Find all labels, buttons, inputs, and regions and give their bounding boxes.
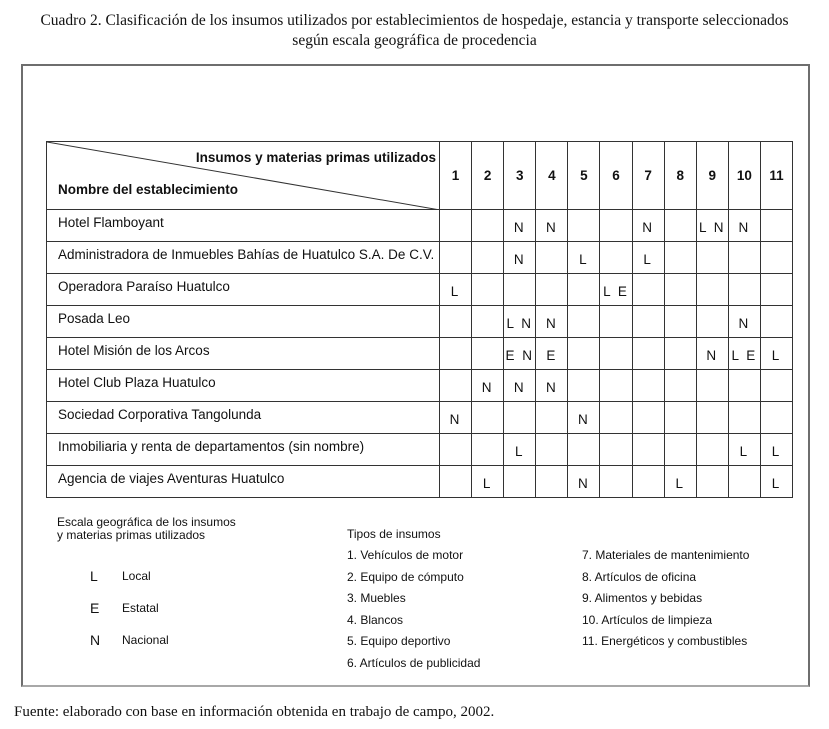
scale-value-cell — [536, 466, 568, 498]
input-types-title: Tipos de insumos — [347, 527, 441, 541]
scale-value-cell: N — [728, 306, 760, 338]
input-type-item: 6. Artículos de publicidad — [347, 656, 481, 670]
scale-value-cell — [472, 210, 504, 242]
scale-value-cell — [664, 370, 696, 402]
scale-value-cell: N — [504, 210, 536, 242]
scale-value-cell — [664, 338, 696, 370]
column-header: 8 — [664, 142, 696, 210]
establishment-name: Hotel Club Plaza Huatulco — [47, 370, 440, 402]
scale-value-cell — [536, 242, 568, 274]
scale-value-cell — [600, 370, 632, 402]
diagonal-header-cell — [47, 142, 440, 210]
scale-value-cell: N — [728, 210, 760, 242]
column-header: 9 — [696, 142, 728, 210]
scale-value-cell: N — [536, 210, 568, 242]
column-header: 11 — [760, 142, 792, 210]
scale-value-cell: N — [504, 242, 536, 274]
table-row — [47, 338, 793, 370]
scale-value-cell — [728, 370, 760, 402]
scale-value-cell — [760, 210, 792, 242]
scale-code: N — [90, 632, 101, 648]
scale-value-cell — [728, 402, 760, 434]
scale-value-cell — [472, 306, 504, 338]
establishment-name: Hotel Flamboyant — [47, 210, 440, 242]
scale-value-cell — [568, 434, 600, 466]
input-type-item: 1. Vehículos de motor — [347, 548, 464, 562]
scale-label: Estatal — [122, 601, 159, 615]
scale-value-cell: E N — [504, 338, 536, 370]
scale-value-cell — [664, 402, 696, 434]
caption-line-1: Cuadro 2. Clasificación de los insumos utilizados por establecimientos de hospedaje, estancia y transporte seleccionados — [40, 12, 789, 29]
scale-value-cell: L — [472, 466, 504, 498]
scale-value-cell — [760, 242, 792, 274]
column-header: 1 — [440, 142, 472, 210]
inputs-classification-table — [46, 141, 793, 498]
scale-value-cell — [600, 466, 632, 498]
scale-value-cell — [632, 402, 664, 434]
scale-value-cell — [504, 274, 536, 306]
input-type-item: 3. Muebles — [347, 591, 406, 605]
scale-value-cell: L — [760, 338, 792, 370]
scale-value-cell: N — [472, 370, 504, 402]
scale-value-cell — [696, 402, 728, 434]
scale-value-cell — [440, 210, 472, 242]
scale-value-cell — [504, 402, 536, 434]
scale-value-cell — [600, 434, 632, 466]
scale-value-cell — [632, 466, 664, 498]
scale-value-cell — [632, 370, 664, 402]
scale-value-cell: N — [696, 338, 728, 370]
scale-value-cell: L E — [600, 274, 632, 306]
scale-value-cell: N — [440, 402, 472, 434]
scale-value-cell: L — [760, 466, 792, 498]
scale-value-cell — [600, 210, 632, 242]
scale-value-cell — [696, 434, 728, 466]
column-header: 2 — [472, 142, 504, 210]
scale-value-cell — [696, 306, 728, 338]
table-row — [47, 210, 793, 242]
scale-value-cell: L — [760, 434, 792, 466]
scale-value-cell — [760, 370, 792, 402]
scale-value-cell — [440, 466, 472, 498]
scale-value-cell: L — [664, 466, 696, 498]
table-row — [47, 274, 793, 306]
scale-value-cell — [600, 306, 632, 338]
scale-value-cell — [664, 274, 696, 306]
scale-value-cell — [664, 306, 696, 338]
scale-value-cell — [728, 242, 760, 274]
scale-value-cell: N — [536, 306, 568, 338]
establishment-name: Sociedad Corporativa Tangolunda — [47, 402, 440, 434]
scale-value-cell — [632, 274, 664, 306]
scale-value-cell — [440, 434, 472, 466]
scale-value-cell: L N — [504, 306, 536, 338]
input-type-item: 9. Alimentos y bebidas — [582, 591, 703, 605]
scale-value-cell: N — [568, 466, 600, 498]
scale-value-cell: N — [504, 370, 536, 402]
scale-value-cell — [696, 466, 728, 498]
input-type-item: 4. Blancos — [347, 613, 404, 627]
table-row — [47, 466, 793, 498]
caption-line-2: según escala geográfica de procedencia — [292, 32, 537, 49]
scale-value-cell: L — [632, 242, 664, 274]
scale-value-cell — [536, 274, 568, 306]
scale-code: E — [90, 600, 100, 616]
header-row — [47, 142, 793, 210]
scale-value-cell: E — [536, 338, 568, 370]
scale-value-cell — [440, 242, 472, 274]
scale-value-cell — [536, 434, 568, 466]
establishment-name: Hotel Misión de los Arcos — [47, 338, 440, 370]
source-note: Fuente: elaborado con base en información obtenida en trabajo de campo, 2002. — [14, 704, 495, 720]
header-establishment-label: Nombre del establecimiento — [58, 182, 239, 197]
scale-value-cell: L — [440, 274, 472, 306]
input-type-item: 8. Artículos de oficina — [582, 570, 697, 584]
scale-value-cell — [632, 434, 664, 466]
scale-legend-title-2: y materias primas utilizados — [57, 528, 206, 542]
column-header: 10 — [728, 142, 760, 210]
column-header: 5 — [568, 142, 600, 210]
header-inputs-label: Insumos y materias primas utilizados — [195, 150, 436, 165]
input-type-item: 2. Equipo de cómputo — [347, 570, 464, 584]
scale-value-cell — [760, 306, 792, 338]
scale-value-cell — [568, 370, 600, 402]
scale-legend-title-1: Escala geográfica de los insumos — [57, 515, 236, 529]
scale-value-cell — [568, 274, 600, 306]
establishment-name: Posada Leo — [47, 306, 440, 338]
scale-value-cell — [472, 242, 504, 274]
input-type-item: 7. Materiales de mantenimiento — [582, 548, 750, 562]
scale-value-cell — [440, 306, 472, 338]
scale-value-cell — [472, 402, 504, 434]
input-type-item: 5. Equipo deportivo — [347, 634, 451, 648]
scale-value-cell — [440, 370, 472, 402]
table-caption — [0, 11, 829, 51]
scale-value-cell: L E — [728, 338, 760, 370]
input-type-item: 10. Artículos de limpieza — [582, 613, 713, 627]
column-header: 6 — [600, 142, 632, 210]
scale-value-cell — [568, 338, 600, 370]
input-type-item: 11. Energéticos y combustibles — [582, 634, 748, 648]
scale-value-cell — [664, 434, 696, 466]
scale-label: Nacional — [122, 633, 169, 647]
column-header: 3 — [504, 142, 536, 210]
scale-value-cell — [600, 338, 632, 370]
scale-value-cell — [664, 210, 696, 242]
scale-value-cell — [568, 306, 600, 338]
scale-value-cell — [472, 274, 504, 306]
scale-value-cell — [696, 274, 728, 306]
scale-value-cell: N — [632, 210, 664, 242]
table-row — [47, 434, 793, 466]
scale-code: L — [90, 568, 98, 584]
scale-value-cell: N — [536, 370, 568, 402]
scale-value-cell — [504, 466, 536, 498]
scale-value-cell — [600, 402, 632, 434]
establishment-name: Operadora Paraíso Huatulco — [47, 274, 440, 306]
scale-value-cell: L N — [696, 210, 728, 242]
scale-value-cell: L — [568, 242, 600, 274]
establishment-name: Administradora de Inmuebles Bahías de Huatulco S.A. De C.V. — [47, 242, 440, 274]
column-header: 7 — [632, 142, 664, 210]
scale-value-cell — [472, 338, 504, 370]
table-row — [47, 402, 793, 434]
scale-value-cell: L — [504, 434, 536, 466]
scale-value-cell — [696, 370, 728, 402]
scale-value-cell — [568, 210, 600, 242]
scale-value-cell — [664, 242, 696, 274]
table-row — [47, 306, 793, 338]
scale-value-cell — [632, 306, 664, 338]
scale-value-cell — [760, 274, 792, 306]
column-header: 4 — [536, 142, 568, 210]
scale-value-cell — [728, 466, 760, 498]
table-row — [47, 370, 793, 402]
scale-value-cell — [760, 402, 792, 434]
table-row — [47, 242, 793, 274]
establishment-name: Agencia de viajes Aventuras Huatulco — [47, 466, 440, 498]
establishment-name: Inmobiliaria y renta de departamentos (sin nombre) — [47, 434, 440, 466]
scale-label: Local — [122, 569, 151, 583]
scale-value-cell — [728, 274, 760, 306]
scale-value-cell — [440, 338, 472, 370]
scale-value-cell — [696, 242, 728, 274]
scale-value-cell — [472, 434, 504, 466]
scale-value-cell: L — [728, 434, 760, 466]
scale-value-cell — [600, 242, 632, 274]
scale-value-cell — [632, 338, 664, 370]
scale-value-cell: N — [568, 402, 600, 434]
geographic-scale-legend — [57, 516, 236, 542]
scale-value-cell — [536, 402, 568, 434]
